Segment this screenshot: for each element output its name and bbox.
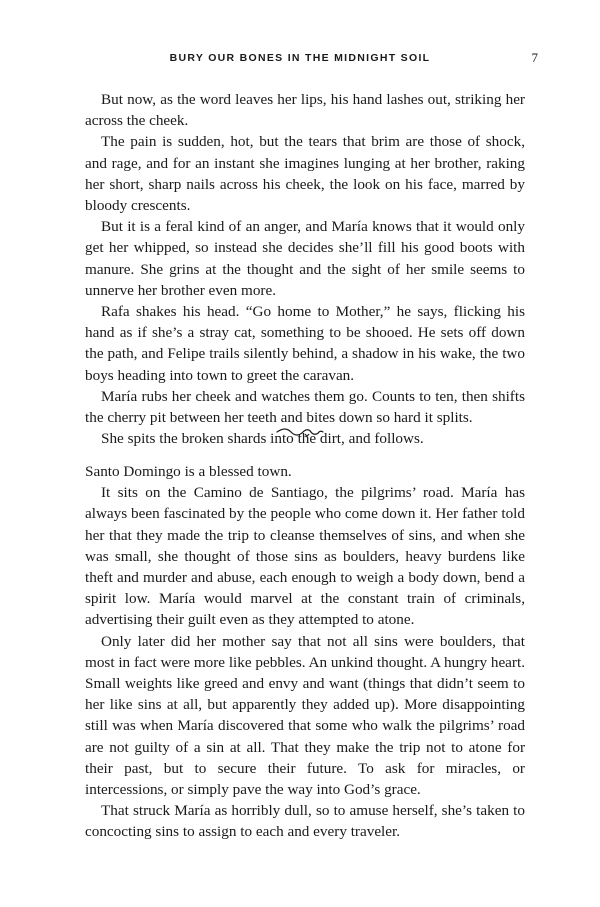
paragraph: It sits on the Camino de Santiago, the pilgrims’ road. María has always been fascinated by the people who come down it. Her father told her that they made the trip to cleanse themselves of sins, and when she was small, she thought of those sins as boulders, heavy burdens like theft and murder and abuse, each enough to weigh a body down, bend a spirit low. María would marvel at the constant train of criminals, advertising their guilt even as they attempted to atone. bbox=[85, 484, 525, 629]
paragraph: The pain is sudden, hot, but the tears that brim are those of shock, and rage, and for an instant she imagines lunging at her brother, raking her short, sharp nails across his cheek, the look on his face, marred by bloody crescents. bbox=[85, 133, 525, 215]
page-number: 7 bbox=[531, 50, 538, 65]
section-break bbox=[0, 426, 600, 440]
paragraph: Santo Domingo is a blessed town. bbox=[85, 463, 292, 480]
running-title: BURY OUR BONES IN THE MIDNIGHT SOIL bbox=[169, 52, 431, 64]
paragraph: She spits the broken shards into the dirt, and follows. bbox=[101, 430, 424, 448]
paragraph: Only later did her mother say that not all sins were boulders, that most in fact were more like pebbles. An unkind thought. A hungry heart. Small weights like greed and envy and want (things that didn’t seem to her like sins at all, but apparently they added up). More disappointing still was when María discovered that some who walk the pilgrims’ road are not guilty of a sin at all. That they make the trip not to atone for their past, but to secure their future. To ask for miracles, or intercessions, or simply pave the way into God’s grace. bbox=[85, 632, 525, 799]
swash-ornament-icon bbox=[275, 427, 325, 439]
section-two bbox=[85, 461, 525, 843]
section-one bbox=[85, 89, 525, 449]
paragraph: María rubs her cheek and watches them go. Counts to ten, then shifts the cherry pit between her teeth and bites down so hard it splits. bbox=[85, 387, 525, 427]
running-head bbox=[0, 50, 600, 68]
paragraph: That struck María as horribly dull, so to amuse herself, she’s taken to concocting sins to assign to each and every traveler. bbox=[85, 802, 525, 841]
paragraph: Rafa shakes his head. “Go home to Mother,” he says, flicking his hand as if she’s a stray cat, something to be shooed. He sets off down the path, and Felipe trails silently behind, a shadow in his wake, the two boys heading into town to greet the caravan. bbox=[85, 303, 525, 384]
paragraph: But now, as the word leaves her lips, his hand lashes out, striking her across the cheek. bbox=[85, 91, 525, 130]
paragraph: But it is a feral kind of an anger, and María knows that it would only get her whipped, so instead she decides she’ll fill his good boots with manure. She grins at the thought and the sight of her smile seems to unnerve her brother even more. bbox=[85, 218, 525, 299]
